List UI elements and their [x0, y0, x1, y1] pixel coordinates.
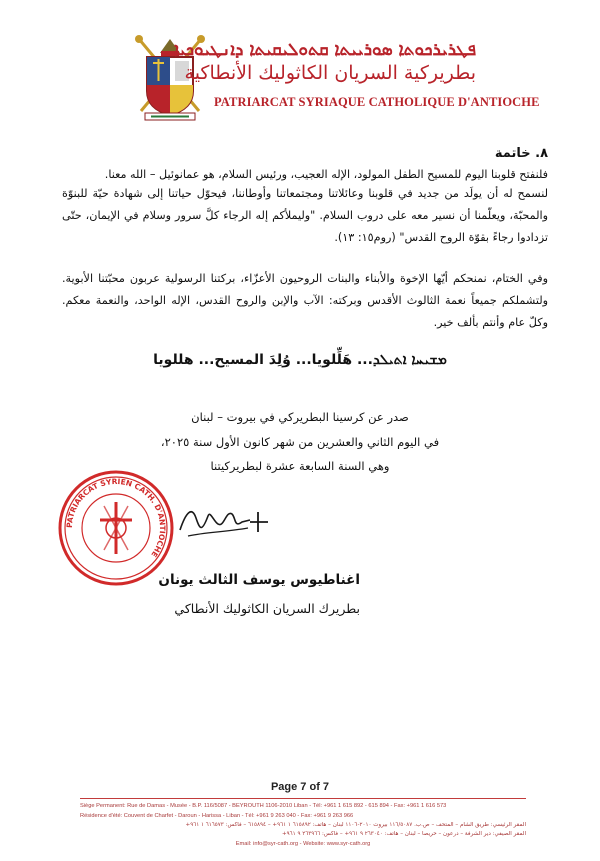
- paragraph-1: فلنفتح قلوبنا اليوم للمسيح الطفل المولود، الإله العجيب، ورئيس السلام، هو عمانوئيل – الله معنا.: [104, 168, 548, 181]
- footer-address-2: Résidence d'été: Couvent de Charfet - Daroun - Harissa - Liban - Tél: +961 9 263 040 - Fax: +961 9 263 966: [80, 813, 354, 819]
- footer-address-ar-1: المقر الرئيسي: طريق الشام – المتحف – ص.ب. ١١٦/٥٠٨٧ بيروت ٢٠١٠-١١٠٦ لبنان – هاتف: ٦١٥٨٩٢ ١ ٩٦١+ – ٦١٥٨٩٤ – فاكس: ٦١٦٥٧٣ ١ ٩٦١+: [185, 822, 526, 828]
- footer-contact: Email: info@syr-cath.org - Website: www.syr-cath.org: [235, 841, 371, 847]
- signatory-name: اغناطيوس يوسف الثالث يونان: [158, 572, 360, 588]
- patriarchal-seal-icon: [56, 468, 176, 588]
- paragraph-3: وفي الختام، نمنحكم أيّها الإخوة والأبناء والبنات الروحيون الأعزّاء، بركتنا الرسولية عربون محبّتنا الأبوية. ولتشملكم جميعاً نعمة الثالوث الأقدس وبركته: الآب والإبن والروح القدس، الإله الواحد، والنعمة معكم. وكلّ عام وأنتم بألف خير.: [62, 272, 548, 329]
- footer-address-ar-2: المقر الصيفي: دير الشرفة – درعون – حريصا – لبنان – هاتف: ٢٦٣٠٤٠ ٩ ٩٦١+ – فاكس: ٢٦٣٩٦٦ ٩ ٩٦١+: [281, 831, 526, 837]
- footer-address-1: Siège Permanent: Rue de Damas - Musée - B.P. 116/5087 - BEYROUTH 1106-2010 Liban - Tél: +961 1 615 892 - 615 894 - Fax: +961 1 616 573: [80, 803, 447, 809]
- header-arabic-title: بطريركية السريان الكاثوليك الأنطاكية: [184, 62, 476, 84]
- header-syriac-title: ܦܛܪܝܪܟܘܬܐ ܣܘܪܝܝܬܐ ܩܬܘܠܝܩܝܬܐ ܕܐܢܛܝܘܟܝܐ: [173, 40, 476, 60]
- header-latin-title: PATRIARCAT SYRIAQUE CATHOLIQUE D'ANTIOCHE: [214, 95, 540, 109]
- seal-text: PATRIARCAT SYRIEN CATH. D'ANTIOCHE: [64, 476, 168, 559]
- christmas-greeting: ܡܫܝܚܐ ܐܬܝܠܕ... هَلِّلويا... وُلِدَ المسيح... هللويا: [153, 352, 447, 368]
- signatory-role: بطريرك السريان الكاثوليك الأنطاكي: [174, 601, 360, 616]
- issued-line-3: وهي السنة السابعة عشرة لبطريركيتنا: [210, 459, 390, 473]
- handwritten-signature-icon: [176, 492, 276, 542]
- paragraph-2: لنسمح له أن يولَد من جديد في قلوبنا وعائلاتنا ومجتمعاتنا وأوطاننا، فيحوّل حياتنا إلى شهادة حيّة للبنوّة والمحبّة، ويعلّمنا أن نسير معه على دروب السلام. "وليملأكم إله الرجاء كلَّ سرور وسلام في الإيمان، حتّى تزدادوا رجاءً بقوّة الروح القدس" (روم١٥: ١٣).: [62, 187, 548, 244]
- section-title: ٨. خاتمة: [494, 146, 548, 161]
- footer-divider: [80, 798, 526, 799]
- issued-line-1: صدر عن كرسينا البطريركي في بيروت – لبنان: [191, 410, 409, 424]
- page-number: Page 7 of 7: [270, 781, 330, 793]
- issued-line-2: في اليوم الثاني والعشرين من شهر كانون الأول سنة ٢٠٢٥،: [160, 435, 440, 449]
